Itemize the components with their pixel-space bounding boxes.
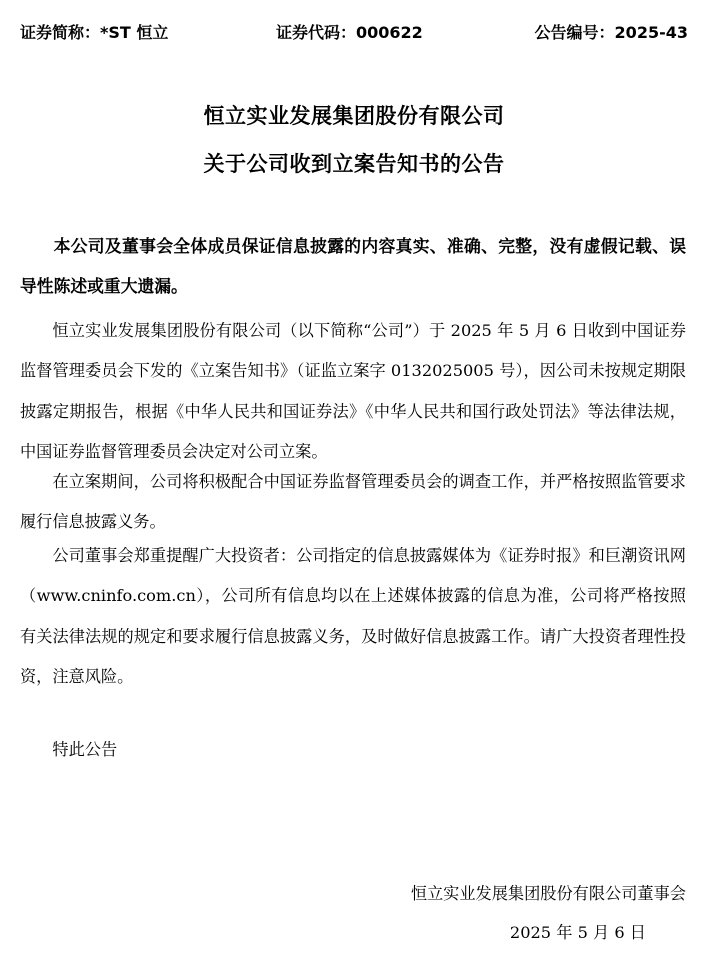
board-statement: 本公司及董事会全体成员保证信息披露的内容真实、准确、完整，没有虚假记载、误导性陈述或重大遗漏。	[20, 236, 686, 297]
paragraph-cooperation: 在立案期间，公司将积极配合中国证券监督管理委员会的调查工作，并严格按照监管要求履行信息披露义务。	[20, 472, 686, 532]
signature-date: 2025 年 5 月 6 日	[509, 923, 646, 942]
security-abbreviation: 证券简称：*ST 恒立	[20, 23, 169, 42]
paragraph-filing-notice: 恒立实业发展集团股份有限公司（以下简称“公司”）于 2025 年 5 月 6 日收到中国证券监督管理委员会下发的《立案告知书》（证监立案字 0132025005 号），因公司未按规定期限披露定期报告，根据《中华人民共和国证券法》《中华人民共和国行政处罚法》等法律法规，中国证券监督管理委员会决定对公司立案。	[20, 321, 686, 461]
security-code: 证券代码：000622	[276, 23, 423, 42]
paragraph-investor-reminder: 公司董事会郑重提醒广大投资者：公司指定的信息披露媒体为《证券时报》和巨潮资讯网（www.cninfo.com.cn），公司所有信息均以在上述媒体披露的信息为准，公司将严格按照有关法律法规的规定和要求履行信息披露义务，及时做好信息披露工作。请广大投资者理性投资，注意风险。	[20, 546, 686, 686]
signature-board: 恒立实业发展集团股份有限公司董事会	[410, 884, 686, 903]
company-title: 恒立实业发展集团股份有限公司	[203, 104, 505, 128]
closing-phrase: 特此公告	[52, 740, 118, 759]
announcement-title: 关于公司收到立案告知书的公告	[203, 152, 505, 176]
document-header	[20, 20, 688, 44]
notice-number: 公告编号：2025-43	[534, 23, 688, 42]
